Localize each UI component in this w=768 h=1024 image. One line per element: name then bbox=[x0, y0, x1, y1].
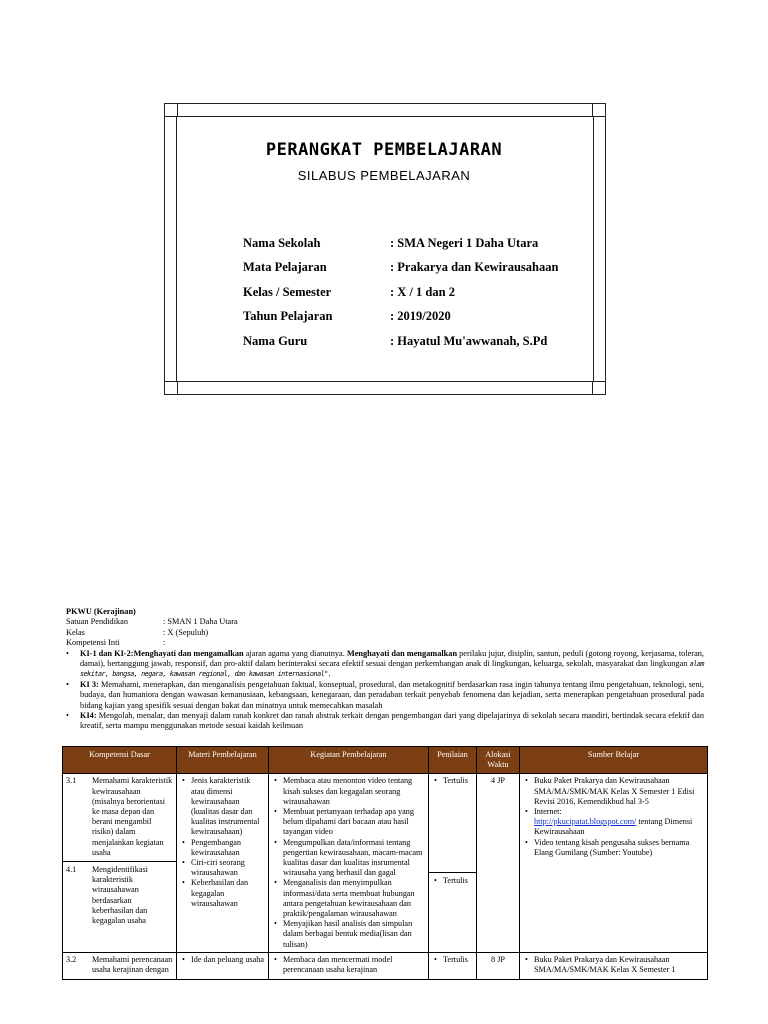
ki-bold: Menghayati dan mengamalkan bbox=[346, 648, 458, 658]
meta-row bbox=[66, 628, 704, 638]
materi-cell bbox=[177, 952, 269, 979]
info-value: : X / 1 dan 2 bbox=[390, 284, 455, 299]
ki-3-item bbox=[80, 680, 704, 711]
kd-divider bbox=[63, 861, 176, 862]
header-alokasi: Alokasi Waktu bbox=[477, 747, 520, 774]
kd-cell bbox=[63, 952, 177, 979]
corner-ornament-top-right bbox=[592, 103, 606, 117]
header-kompetensi-dasar: Kompetensi Dasar bbox=[63, 747, 177, 774]
kd-item bbox=[66, 955, 173, 975]
list-item: • Membaca atau menonton video tentang kisah sukses dan kegagalan seorang wirausahawan bbox=[283, 776, 425, 807]
ki-handwritten-text: alam sekitar, bangsa, negara, kawasan regional, dan kawasan internasional". bbox=[80, 660, 704, 679]
penilaian-divider bbox=[429, 872, 476, 873]
penilaian-cell bbox=[429, 952, 477, 979]
list-item: • Menganalisis dan menyimpulkan informasi/data serta membuat hubungan antara pengetahuan kewirausahaan dan praktik/pengalaman wirausahawan bbox=[283, 878, 425, 919]
ki-text: Mengolah, menalar, dan menyaji dalam ranah konkret dan ranah abstrak terkait dengan pengembangan dari yang dipelajarinya di sekolah secara mandiri, bertindak secara efektif dan kreatif, serta mampu menggunakan metode sesuai kaidah keilmuan bbox=[80, 711, 704, 731]
header-materi: Materi Pembelajaran bbox=[177, 747, 269, 774]
ki-text: perilaku jujur, disiplin, santun, peduli (gotong royong, kerjasama, toleran, damai), bertanggung jawab, responsif, dan pro-aktif dalam berinteraksi secara efektif sesuai dengan perkembangan anak di lingkungan, keluarga, sekolah, masyarakat dan lingkungan bbox=[80, 648, 704, 669]
info-value: : 2019/2020 bbox=[390, 309, 451, 324]
list-item: • Menyajikan hasil analisis dan simpulan dalam berbagai bentuk media(lisan dan tulisan) bbox=[283, 919, 425, 950]
kd-text: Memahami karakteristik kewirausahaan (misalnya berorientasi ke masa depan dan berani mengambil risiko) dalam menjalankan kegiatan usaha bbox=[92, 776, 173, 857]
meta-label: Satuan Pendidikan bbox=[66, 617, 128, 627]
penilaian-list bbox=[432, 776, 473, 786]
penilaian-cell bbox=[429, 774, 477, 952]
corner-ornament-top-left bbox=[164, 103, 178, 117]
kd-number: 4.1 bbox=[66, 865, 77, 875]
ki-4-item bbox=[80, 711, 704, 732]
info-label: Kelas / Semester bbox=[243, 284, 332, 299]
kompetensi-inti-list bbox=[66, 649, 704, 732]
kd-number: 3.1 bbox=[66, 776, 77, 786]
sumber-cell bbox=[520, 952, 708, 979]
info-value: : SMA Negeri 1 Daha Utara bbox=[390, 235, 539, 250]
list-item: • Membaca dan mencermati model perencanaan usaha kerajinan bbox=[283, 955, 425, 975]
alokasi-cell: 4 JP bbox=[477, 774, 520, 952]
header-sumber: Sumber Belajar bbox=[520, 747, 708, 774]
list-item: • Mengumpulkan data/informasi tentang pengertian kewirausahaan, macam-macam kualitas dasar dan kualitas insrumental wirausaha yang berhasil dan gagal bbox=[283, 838, 425, 879]
meta-row bbox=[66, 617, 704, 627]
table-row bbox=[63, 774, 708, 952]
info-label: Tahun Pelajaran bbox=[243, 309, 333, 324]
list-item: • Ciri-ciri seorang wirausahawan bbox=[191, 858, 265, 878]
info-row-year bbox=[243, 305, 583, 330]
kd-cell bbox=[63, 774, 177, 952]
ki-bold: KI 3: bbox=[80, 679, 99, 689]
penilaian-list bbox=[432, 955, 473, 965]
silabus-table bbox=[62, 746, 708, 980]
kd-item bbox=[66, 865, 173, 926]
kegiatan-cell bbox=[269, 952, 429, 979]
list-item: • Tertulis bbox=[443, 955, 473, 965]
document-body bbox=[66, 607, 704, 732]
info-row-school bbox=[243, 231, 583, 256]
link-description: tentang Dimensi Kewirausahaan bbox=[534, 817, 693, 837]
sumber-list bbox=[523, 955, 704, 975]
kd-text: Mengidentifikasi karakteristik wirausahawan berdasarkan keberhasilan dan kegagalan usaha bbox=[92, 865, 148, 926]
penilaian-list bbox=[432, 876, 473, 886]
list-item: • Buku Paket Prakarya dan Kewirausahaan SMA/MA/SMK/MAK Kelas X Semester 1 Edisi Revisi 2016, Kemendikbud hal 3-5 bbox=[534, 776, 704, 807]
list-item: • Tertulis bbox=[443, 776, 473, 786]
ki-bold: KI4: bbox=[80, 711, 97, 721]
list-item bbox=[534, 807, 704, 838]
info-label: Nama Sekolah bbox=[243, 235, 321, 250]
list-item: • Keberhasilan dan kegagalan wirausahawan bbox=[191, 878, 265, 909]
sumber-list bbox=[523, 776, 704, 858]
cover-info bbox=[243, 231, 583, 354]
meta-value: : X (Sepuluh) bbox=[163, 627, 209, 637]
meta-label: Kompetensi Inti bbox=[66, 638, 120, 648]
ki-1-2-item bbox=[80, 649, 704, 680]
meta-value: : bbox=[163, 638, 166, 648]
meta-row bbox=[66, 638, 704, 648]
meta-label: Kelas bbox=[66, 627, 85, 637]
list-item: • Buku Paket Prakarya dan Kewirausahaan SMA/MA/SMK/MAK Kelas X Semester 1 bbox=[534, 955, 704, 975]
info-value: : Hayatul Mu'awwanah, S.Pd bbox=[390, 333, 548, 348]
kd-text: Memahami perencanaan usaha kerajinan dengan bbox=[92, 954, 173, 975]
kegiatan-cell bbox=[269, 774, 429, 952]
kegiatan-list bbox=[272, 955, 425, 975]
meta-value: : SMAN 1 Daha Utara bbox=[163, 617, 238, 627]
info-value: : Prakarya dan Kewirausahaan bbox=[390, 260, 559, 275]
info-row-class bbox=[243, 280, 583, 305]
info-label: Mata Pelajaran bbox=[243, 260, 327, 275]
materi-cell bbox=[177, 774, 269, 952]
materi-list bbox=[180, 955, 265, 965]
cover-subtitle: SILABUS PEMBELAJARAN bbox=[297, 168, 471, 183]
list-item: • Pengembangan kewirausahaan bbox=[191, 838, 265, 858]
ki-text: Memahami, menerapkan, dan menganalisis pengetahuan faktual, konseptual, prosedural, dan metakognitif berdasarkan rasa ingin tahunya tentang ilmu pengetahuan, teknologi, seni, budaya, dan humaniora dengan wawasan kemanusiaan, kebangsaan, kenegaraan, dan peradaban terkait penyebab fenomena dan kejadian, serta menerapkan pengetahuan prosedural pada bidang kajian yang spesifik sesuai dengan bakat dan minatnya untuk memecahkan masalah bbox=[80, 679, 705, 710]
corner-ornament-bottom-left bbox=[164, 381, 178, 395]
list-item: • Tertulis bbox=[443, 876, 473, 886]
blog-link[interactable]: http://pkucipatat.blogspot.com/ bbox=[534, 817, 637, 827]
header-kegiatan: Kegiatan Pembelajaran bbox=[269, 747, 429, 774]
alokasi-cell: 8 JP bbox=[477, 952, 520, 979]
list-item: • Membuat pertanyaan terhadap apa yang belum dipahami dari bacaan atau hasil tayangan video bbox=[283, 807, 425, 838]
cover-title: PERANGKAT PEMBELAJARAN bbox=[265, 140, 503, 160]
ki-text: ajaran agama yang dianutnya. bbox=[243, 648, 347, 658]
sumber-cell bbox=[520, 774, 708, 952]
kegiatan-list bbox=[272, 776, 425, 949]
table-header-row bbox=[63, 747, 708, 774]
list-item: • Video tentang kisah pengusaha sukses bernama Elang Gumilang (Sumber: Youtube) bbox=[534, 838, 704, 858]
corner-ornament-bottom-right bbox=[592, 381, 606, 395]
ki-bold: KI-1 dan KI-2:Menghayati dan mengamalkan bbox=[80, 648, 244, 658]
kd-item bbox=[66, 776, 173, 858]
materi-list bbox=[180, 776, 265, 909]
info-label: Nama Guru bbox=[243, 333, 308, 348]
info-row-subject bbox=[243, 256, 583, 281]
internet-label: Internet: bbox=[534, 807, 562, 817]
section-heading: PKWU (Kerajinan) bbox=[66, 607, 136, 616]
kd-number: 3.2 bbox=[66, 954, 77, 964]
header-penilaian: Penilaian bbox=[429, 747, 477, 774]
info-row-teacher bbox=[243, 329, 583, 354]
table-row bbox=[63, 952, 708, 979]
list-item: • Jenis karakteristik atau dimensi kewirausahaan (kualitas dasar dan kualitas instrumental kewirausahaan) bbox=[191, 776, 265, 837]
list-item: • Ide dan peluang usaha bbox=[191, 955, 265, 965]
